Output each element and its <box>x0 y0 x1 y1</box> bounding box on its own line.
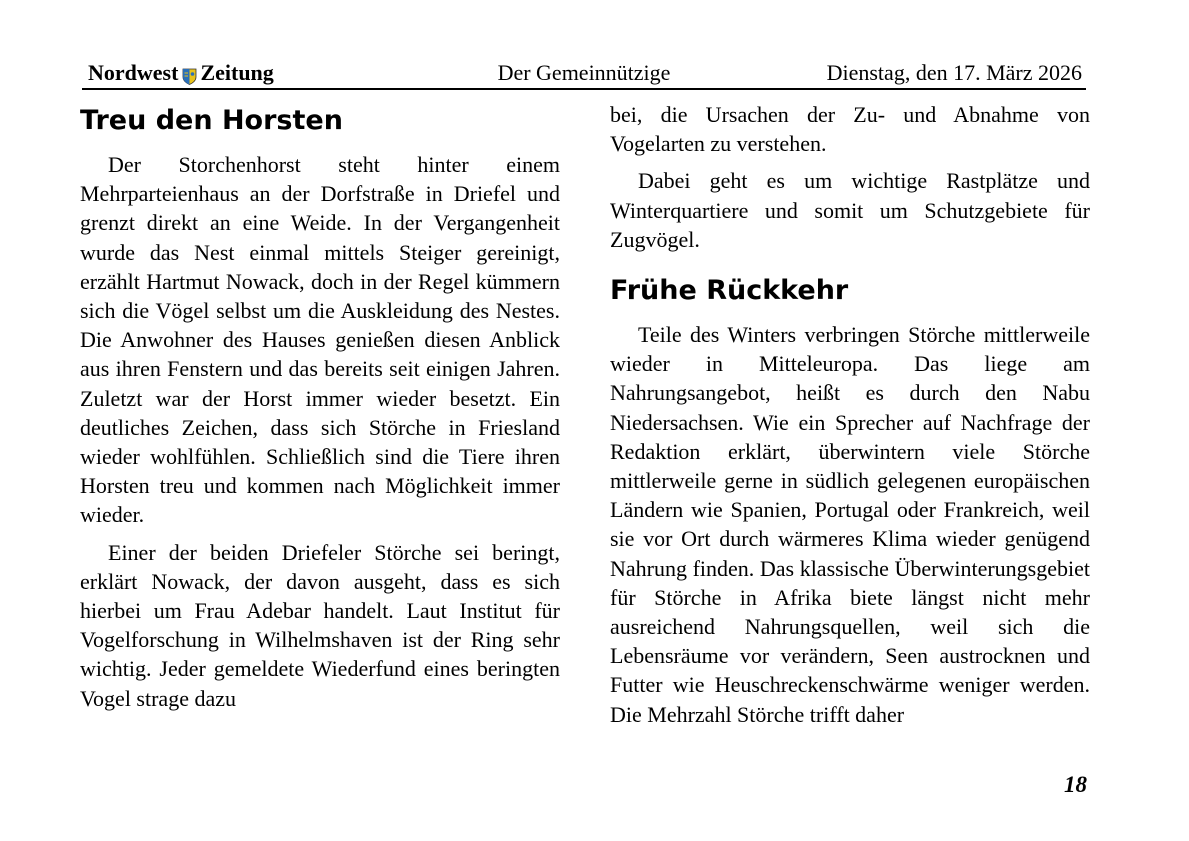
issue-date: Dienstag, den 17. März 2026 <box>826 60 1082 85</box>
masthead-right: Zeitung <box>200 60 274 85</box>
article-paragraph: Teile des Winters verbringen Störche mittlerweile wieder in Mitteleuropa. Das liege am Nahrungsangebot, heißt es durch den Nabu Niedersachsen. Wie ein Sprecher auf Nachfrage der Redaktion erklärt, überwintern viele Störche mittlerweile gerne in südlich gelegenen europäischen Ländern wie Spanien, Portugal oder Frankreich, weil sie vor Ort durch wärmeres Klima wieder genügend Nahrung finden. Das klassische Überwinterungsgebiet für Störche in Afrika biete längst nicht mehr ausreichend Nahrungsquellen, weil sich die Lebensräume vor verändern, Seen austrocknen und Futter wie Heuschreckenschwärme weniger werden. Die Mehrzahl Störche trifft daher <box>610 322 1090 727</box>
article-paragraph-continuation: bei, die Ursachen der Zu- und Abnahme von Vogelarten zu verstehen. <box>610 102 1090 157</box>
page-number: 18 <box>1064 772 1087 797</box>
masthead-left: Nordwest <box>88 60 179 85</box>
article-heading-right: Frühe Rückkehr <box>610 275 849 307</box>
section-title: Der Gemeinnützige <box>497 60 671 85</box>
article-heading-left: Treu den Horsten <box>80 105 343 136</box>
left-column <box>80 100 560 713</box>
article-paragraph: Dabei geht es um wichtige Rastplätze und Winterquartiere und somit um Schutzgebiete für Zugvögel. <box>610 168 1090 252</box>
right-column <box>610 100 1090 729</box>
page-header <box>82 60 1086 90</box>
article-paragraph: Der Storchenhorst steht hinter einem Mehrparteienhaus an der Dorfstraße in Driefel und grenzt direkt an eine Weide. In der Vergangenheit wurde das Nest einmal mittels Steiger gereinigt, erzählt Hartmut Nowack, doch in der Regel kümmern sich die Vögel selbst um die Auskleidung des Nestes. Die Anwohner des Hauses genießen diesen Anblick aus ihren Fenstern und das bereits seit einigen Jahren. Zuletzt war der Horst immer wieder besetzt. Ein deutliches Zeichen, dass sich Störche in Friesland wieder wohlfühlen. Schließlich sind die Tiere ihren Horsten treu und kommen nach Möglichkeit immer wieder. <box>80 152 560 528</box>
article-paragraph: Einer der beiden Driefeler Störche sei beringt, erklärt Nowack, der davon ausgeht, dass es sich hierbei um Frau Adebar handelt. Laut Institut für Vogelforschung in Wilhelmshaven ist der Ring sehr wichtig. Jeder gemeldete Wiederfund eines beringten Vogel strage dazu <box>80 539 560 711</box>
